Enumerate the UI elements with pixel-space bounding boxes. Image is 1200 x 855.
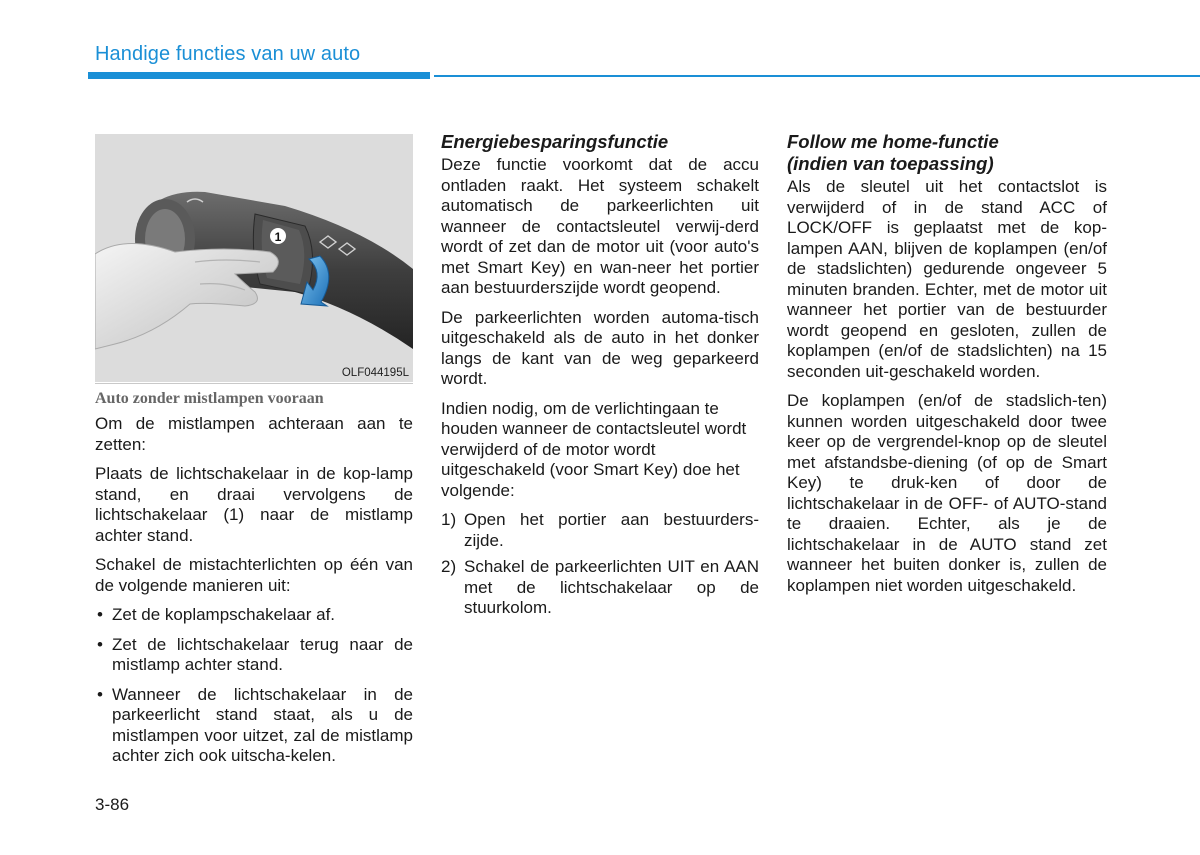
- figure-code: OLF044195L: [341, 367, 409, 379]
- step-text: Open het portier aan bestuurders-zijde.: [464, 510, 759, 550]
- section-title: Handige functies van uw auto: [95, 43, 361, 65]
- page-number: 3-86: [95, 795, 130, 814]
- bullet-marker: •: [97, 605, 103, 624]
- paragraph: Plaats de lichtschakelaar in de kop-lamp stand, en draai vervolgens de lichtschakelaar (1) naar de mistlamp achter stand.: [95, 464, 413, 545]
- list-item: [95, 635, 413, 676]
- step-list: [441, 510, 759, 619]
- list-item-text: Zet de lichtschakelaar terug naar de mistlamp achter stand.: [112, 634, 413, 674]
- heading-line: Follow me home-functie: [787, 131, 999, 152]
- list-item: [441, 510, 759, 551]
- subheading-no-front-fog: Auto zonder mistlampen vooraan: [95, 390, 324, 407]
- list-item: [95, 605, 413, 626]
- light-switch-figure: [95, 134, 413, 382]
- header-rule-thin: [434, 75, 1200, 77]
- list-item-text: Zet de koplampschakelaar af.: [112, 605, 336, 624]
- heading-follow-me-home: [787, 131, 1107, 175]
- bullet-list: [95, 605, 413, 767]
- paragraph: De parkeerlichten worden automa-tisch uitgeschakeld als de auto in het donker langs de kant van de weg geparkeerd wordt.: [441, 307, 759, 388]
- paragraph: Om de mistlampen achteraan aan te zetten:: [95, 414, 413, 454]
- paragraph: Als de sleutel uit het contactslot is verwijderd of in de stand ACC of LOCK/OFF is geplaatst met de kop-lampen AAN, blijven de koplampen (en/of de stadslichten) gedurende ongeveer 5 minuten branden. Echter, met de motor uit wanneer het portier van de bestuurder wordt geopend en gesloten, zullen de koplampen (en/of de stadslichten) na 15 seconden uit-geschakeld worden.: [787, 177, 1107, 381]
- column-1: [95, 390, 413, 776]
- heading-energy-saving: Energiebesparingsfunctie: [441, 131, 669, 152]
- column-2: [441, 131, 759, 625]
- paragraph: De koplampen (en/of de stadslich-ten) kunnen worden uitgeschakeld door twee keer op de vergrendel-knop op de sleutel met afstandsbe-diening (of op de Smart Key) te druk-ken of door de lichtschakelaar in de OFF- of AUTO-stand te draaien. Echter, als je de lichtschakelaar in de AUTO stand zet wanneer het buiten donker is, zullen de koplampen niet worden uitgeschakeld.: [787, 391, 1107, 595]
- bullet-marker: •: [97, 634, 103, 654]
- light-switch-illustration: [95, 134, 413, 382]
- figure-marker-label: 1: [274, 230, 282, 244]
- list-item-text: Wanneer de lichtschakelaar in de parkeerlicht stand staat, als u de mistlampen voor uitzet, zal de mistlamp achter zich ook uitscha-kelen.: [112, 684, 413, 765]
- heading-line: (indien van toepassing): [787, 153, 994, 174]
- step-number: 1): [441, 510, 457, 529]
- header-rule-thick: [88, 72, 430, 79]
- list-item: [95, 685, 413, 767]
- figure-divider: [95, 383, 413, 384]
- list-item: [441, 557, 759, 619]
- bullet-marker: •: [97, 684, 103, 704]
- step-number: 2): [441, 557, 457, 576]
- column-3: [787, 131, 1107, 605]
- step-text: Schakel de parkeerlichten UIT en AAN met de lichtschakelaar op de stuurkolom.: [464, 557, 759, 617]
- paragraph: Indien nodig, om de verlichtingaan te houden wanneer de contactsleutel wordt verwijderd of de motor wordt uitgeschakeld (voor Smart Key) doe het volgende:: [441, 398, 747, 500]
- paragraph: Schakel de mistachterlichten op één van de volgende manieren uit:: [95, 555, 413, 595]
- paragraph: Deze functie voorkomt dat de accu ontladen raakt. Het systeem schakelt automatisch de parkeerlichten uit wanneer de contactsleutel verwij-derd wordt of zet dan de motor uit (voor auto's met Smart Key) en wan-neer het portier aan bestuurderszijde wordt geopend.: [441, 155, 759, 297]
